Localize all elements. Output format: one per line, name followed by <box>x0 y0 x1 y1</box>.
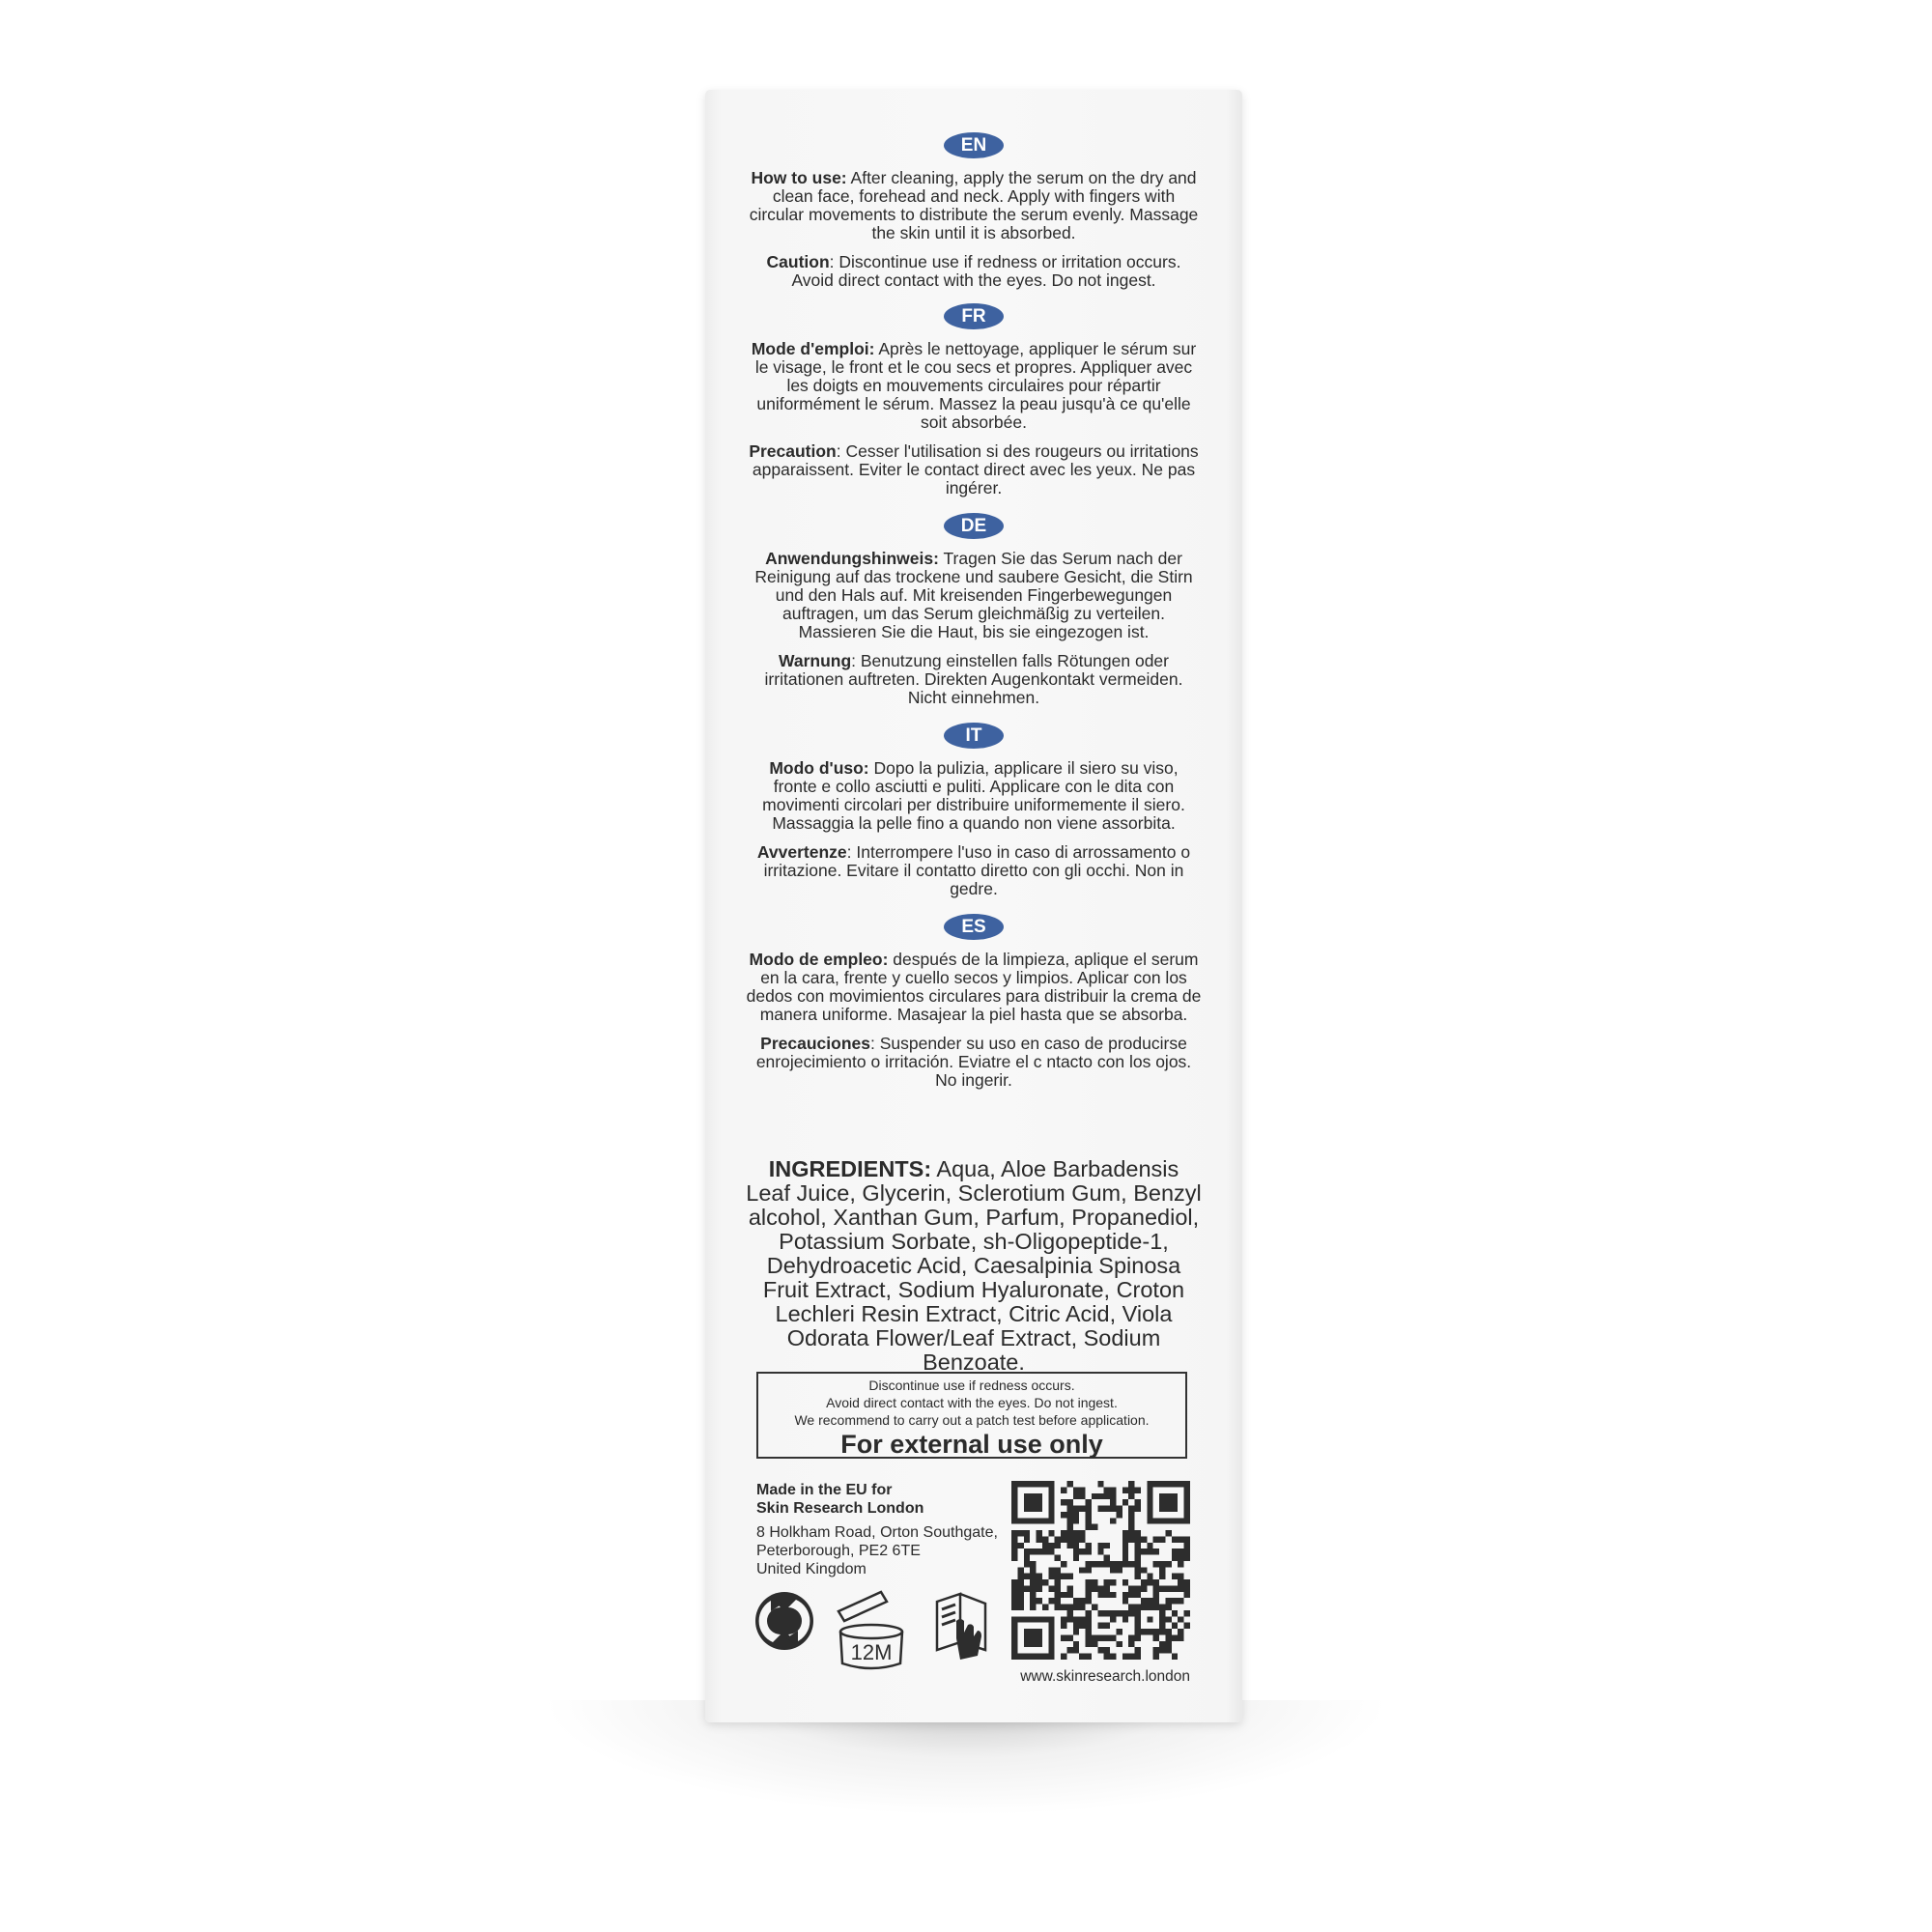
manufacturer-info <box>756 1481 1027 1578</box>
section-en <box>746 132 1202 300</box>
lang-badge-en: EN <box>944 132 1004 158</box>
green-dot-icon <box>755 1592 813 1650</box>
lang-badge-es: ES <box>944 914 1004 940</box>
how-to-use-de: Anwendungshinweis: Tragen Sie das Serum nach der Reinigung auf das trockene und saubere Gesicht, die Stirn und den Hals auf. Mit kreisenden Fingerbewegungen auftragen, um das Serum gleichmäßig zu verteilen. Massieren Sie die Haut, bis sie eingezogen ist. <box>754 549 1193 641</box>
caution-en: Caution: Discontinue use if redness or irritation occurs. Avoid direct contact with the eyes. Do not ingest. <box>766 252 1181 290</box>
external-use-label: For external use only <box>840 1430 1103 1459</box>
product-box <box>705 90 1242 1722</box>
address-line-1: 8 Holkham Road, Orton Southgate, <box>756 1524 998 1541</box>
qr-code[interactable] <box>1011 1481 1190 1660</box>
how-to-use-it: Modo d'uso: Dopo la pulizia, applicare il siero su viso, fronte e collo asciutti e puliti. Applicare con le dita con movimenti circolari per distribuire uniformemente il siero. Massaggia la pelle fino a quando non viene assorbita. <box>762 758 1185 833</box>
section-es <box>746 914 1202 1100</box>
section-it <box>746 723 1202 909</box>
how-to-use-es: Modo de empleo: después de la limpieza, aplique el serum en la cara, frente y cuello secos y limpios. Aplicar con los dedos con movimientos circulares para distribuir la crema de manera uniforme. Masajear la piel hasta que se absorba. <box>746 950 1202 1024</box>
address-line-3: United Kingdom <box>756 1561 867 1577</box>
website-url[interactable]: www.skinresearch.london <box>1020 1668 1190 1685</box>
pao-label: 12M <box>850 1640 893 1664</box>
section-de <box>746 513 1202 718</box>
made-in-label: Made in the EU for <box>756 1482 893 1498</box>
warning-box <box>756 1372 1187 1459</box>
open-jar-icon <box>838 1592 902 1668</box>
lang-badge-de: DE <box>944 513 1004 539</box>
caution-de: Warnung: Benutzung einstellen falls Rötungen oder irritationen auftreten. Direkten Augenkontakt vermeiden. Nicht einnehmen. <box>764 651 1183 707</box>
lang-badge-it: IT <box>944 723 1004 749</box>
caution-es: Precauciones: Suspender su uso en caso de producirse enrojecimiento o irritación. Eviatre el c ntacto con los ojos. No ingerir. <box>755 1034 1192 1090</box>
address-line-2: Peterborough, PE2 6TE <box>756 1543 921 1559</box>
warning-line-2: Avoid direct contact with the eyes. Do not ingest. <box>826 1395 1118 1410</box>
warning-line-3: We recommend to carry out a patch test before application. <box>794 1412 1150 1428</box>
caution-it: Avvertenze: Interrompere l'uso in caso di arrossamento o irritazione. Evitare il contatto diretto con gli occhi. Non in gedre. <box>756 842 1191 898</box>
brand-name: Skin Research London <box>756 1500 924 1517</box>
how-to-use-en: How to use: After cleaning, apply the serum on the dry and clean face, forehead and neck. Apply with fingers with circular movements to distribute the serum evenly. Massage the skin until it is absorbed. <box>749 168 1199 242</box>
ingredients-list <box>744 1157 1204 1375</box>
ingredients-title: INGREDIENTS: <box>768 1156 932 1181</box>
lang-badge-fr: FR <box>944 303 1004 329</box>
packaging-symbols <box>753 1582 1005 1679</box>
hand-book-icon <box>937 1594 985 1660</box>
how-to-use-fr: Mode d'emploi: Après le nettoyage, appliquer le sérum sur le visage, le front et le cou secs et propres. Appliquer avec les doigts en mouvements circulaires pour répartir uniformément le sérum. Massez la peau jusqu'à ce qu'elle soit absorbée. <box>751 339 1197 432</box>
section-fr <box>746 303 1202 508</box>
ingredients-text: Aqua, Aloe Barbadensis Leaf Juice, Glycerin, Sclerotium Gum, Benzyl alcohol, Xanthan Gum, Parfum, Propanediol, Potassium Sorbate, sh-Oligopeptide-1, Dehydroacetic Acid, Caesalpinia Spinosa Fruit Extract, Sodium Hyaluronate, Croton Lechleri Resin Extract, Citric Acid, Viola Odorata Flower/Leaf Extract, Sodium Benzoate. <box>746 1156 1202 1375</box>
caution-fr: Precaution: Cesser l'utilisation si des rougeurs ou irritations apparaissent. Eviter le contact direct avec les yeux. Ne pas ingérer. <box>749 441 1199 497</box>
warning-line-1: Discontinue use if redness occurs. <box>868 1378 1075 1393</box>
